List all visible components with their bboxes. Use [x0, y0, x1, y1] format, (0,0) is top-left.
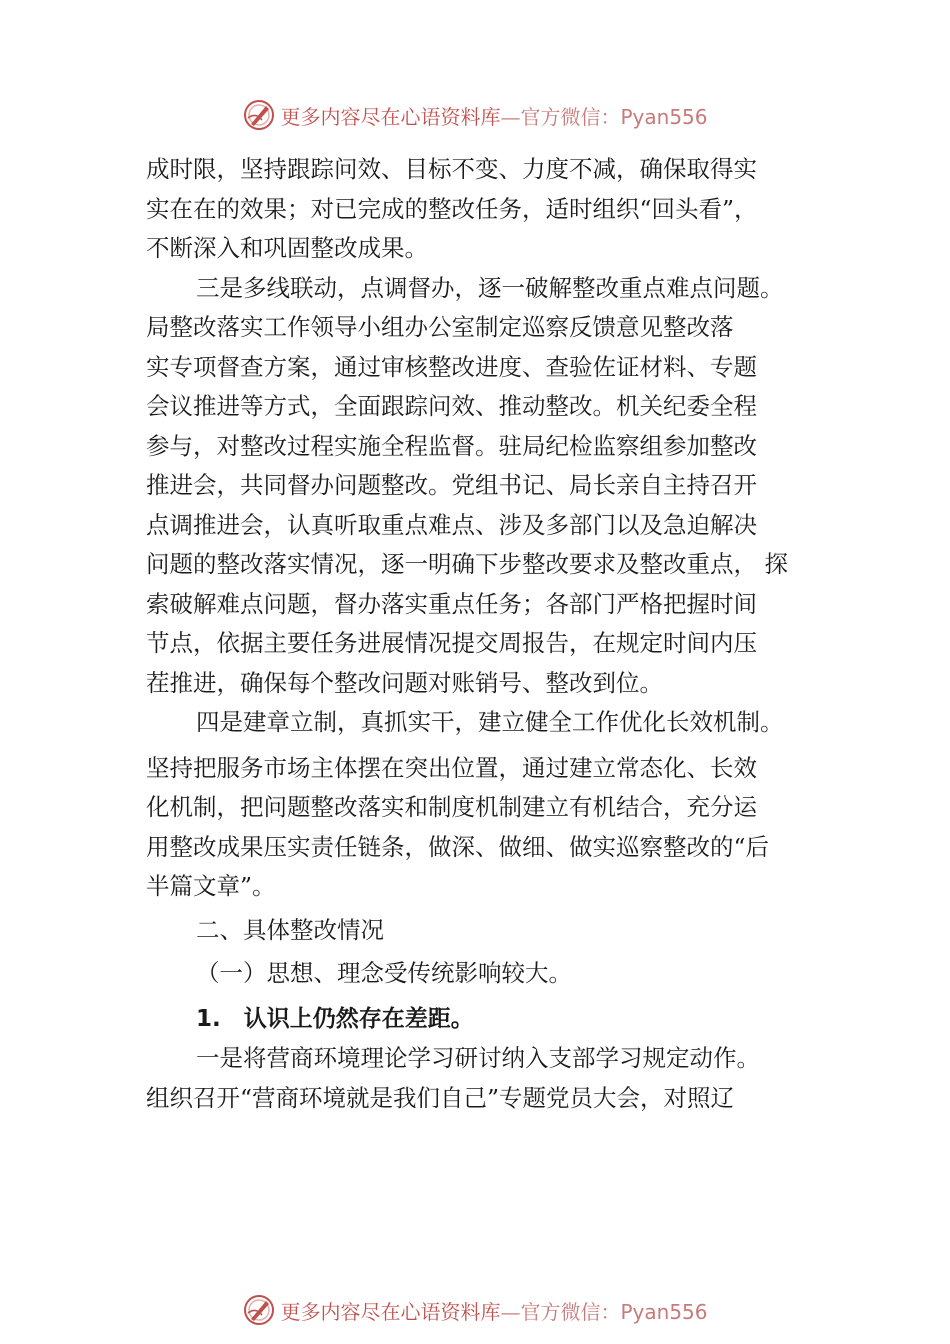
paragraph-line: 会议推进等方式，全面跟踪问效、推动整改。机关纪委全程	[146, 392, 757, 420]
paragraph-line: 局整改落实工作领导小组办公室制定巡察反馈意见整改落	[146, 313, 734, 341]
paragraph-line: 坚持把服务市场主体摆在突出位置，通过建立常态化、长效	[146, 753, 757, 782]
paragraph-line: 实专项督查方案，通过审核整改进度、查验佐证材料、专题	[146, 352, 757, 381]
paragraph-line: 组织召开“营商环境就是我们自己”专题党员大会，对照辽	[146, 1083, 735, 1112]
paragraph-line: 不断深入和巩固整改成果。	[146, 234, 428, 262]
paragraph-line: 成时限，坚持跟踪问效、目标不变、力度不减，确保取得实	[146, 155, 757, 183]
item-heading: 1. 认识上仍然存在差距。	[196, 1005, 474, 1032]
watermark-footer	[0, 1290, 950, 1330]
paragraph-line: 问题的整改落实情况，逐一明确下步整改要求及整改重点， 探	[146, 550, 788, 578]
paragraph-line: 茬推进，确保每个整改问题对账销号、整改到位。	[146, 668, 663, 697]
paragraph-line: 点调推进会，认真听取重点难点、涉及多部门以及急迫解决	[146, 510, 757, 539]
paragraph-line: 实在在的效果；对已完成的整改任务，适时组织“回头看”，	[146, 194, 758, 223]
paragraph-line: 三是多线联动，点调督办，逐一破解整改重点难点问题。	[196, 273, 784, 302]
quill-logo-icon	[242, 1293, 276, 1327]
paragraph-line: 化机制，把问题整改落实和制度机制建立有机结合，充分运	[146, 793, 757, 821]
document-body	[146, 150, 821, 1118]
quill-logo-icon	[242, 98, 276, 132]
paragraph-line: 节点，依据主要任务进展情况提交周报告，在规定时间内压	[146, 629, 757, 657]
paragraph-line: 推进会，共同督办问题整改。党组书记、局长亲自主持召开	[146, 471, 757, 499]
paragraph-line: 用整改成果压实责任链条，做深、做细、做实巡察整改的“后	[146, 832, 770, 861]
watermark-text: 更多内容尽在心语资料库—官方微信：Pyan556	[280, 104, 708, 129]
paragraph-line: 一是将营商环境理论学习研讨纳入支部学习规定动作。	[196, 1044, 760, 1072]
paragraph-line: 半篇文章”。	[146, 872, 276, 900]
section-heading: 二、具体整改情况	[196, 915, 384, 944]
watermark-text: 更多内容尽在心语资料库—官方微信：Pyan556	[280, 1299, 708, 1324]
paragraph-line: 索破解难点问题，督办落实重点任务；各部门严格把握时间	[146, 589, 757, 618]
paragraph-line: 四是建章立制，真抓实干，建立健全工作优化长效机制。	[196, 708, 784, 736]
paragraph-line: 参与，对整改过程实施全程监督。驻局纪检监察组参加整改	[146, 431, 757, 460]
subsection-heading: （一）思想、理念受传统影响较大。	[196, 959, 572, 987]
watermark-header	[0, 95, 950, 135]
